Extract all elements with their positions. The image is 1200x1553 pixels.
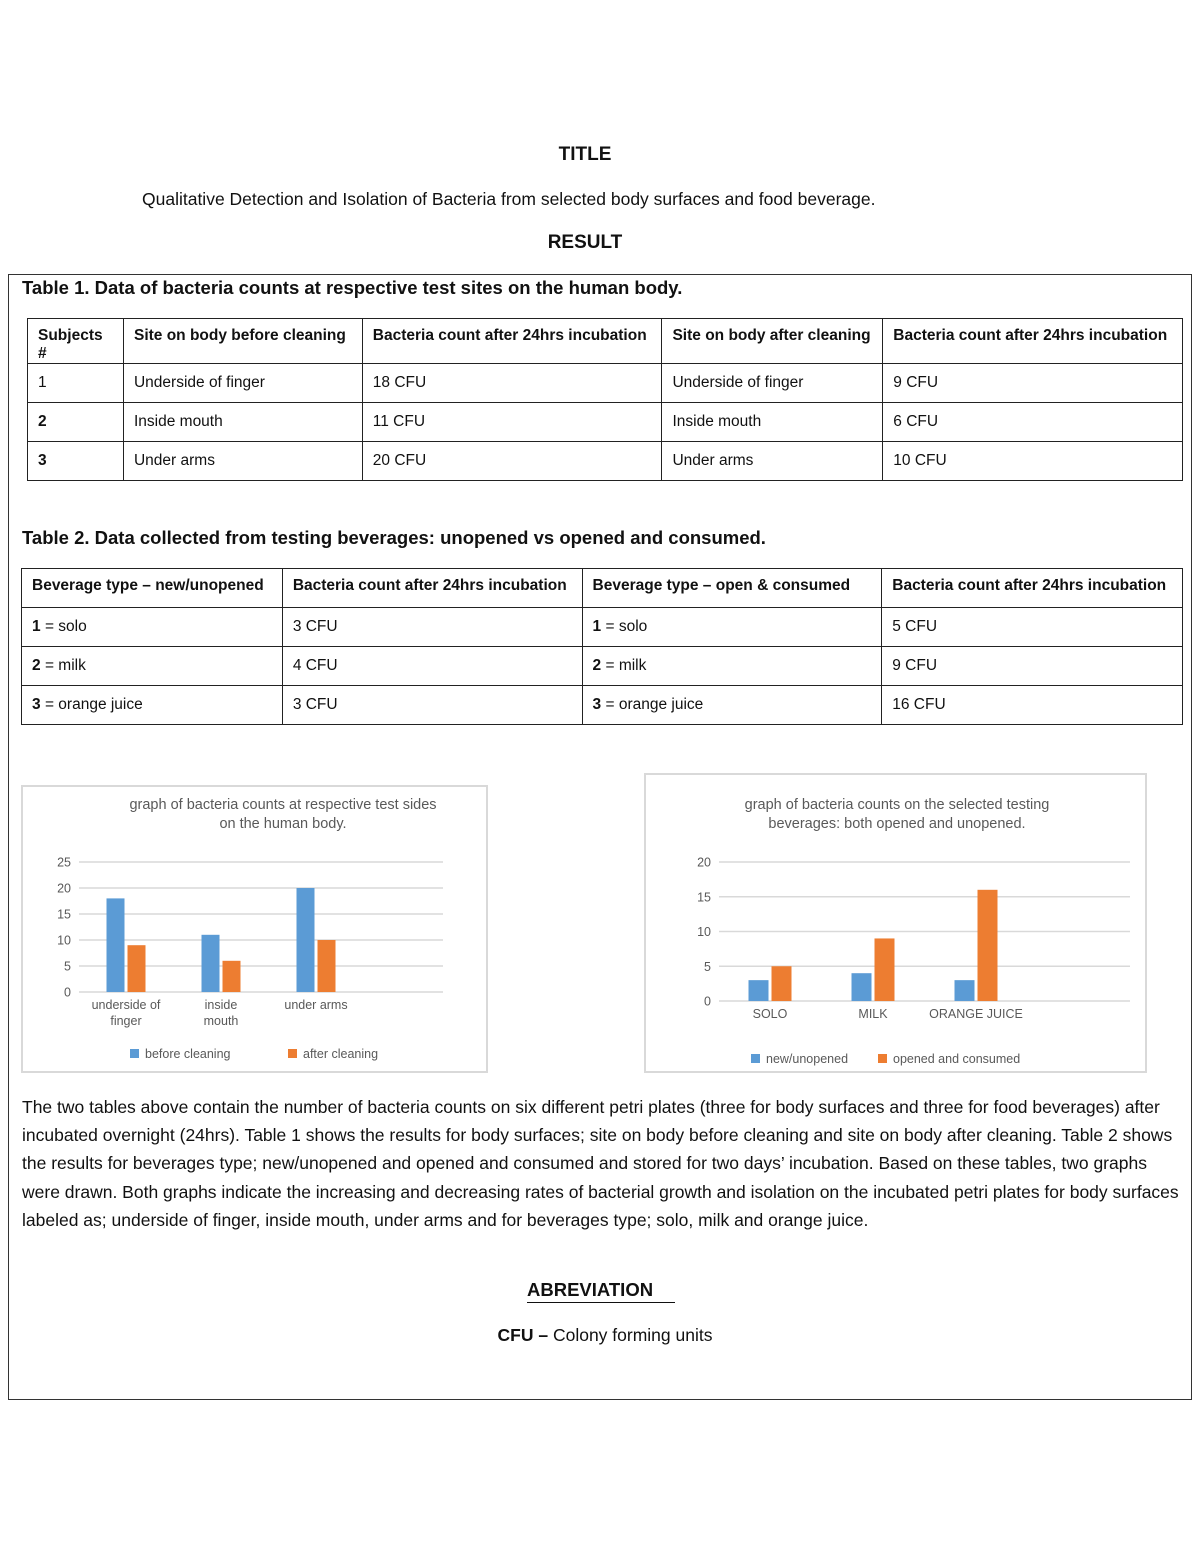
table2-header-cell: Beverage type – new/unopened: [22, 569, 283, 608]
bar: [749, 980, 769, 1001]
table1-header-cell: Bacteria count after 24hrs incubation: [362, 319, 662, 364]
table-cell: 3 CFU: [282, 686, 582, 725]
bar: [297, 888, 315, 992]
y-tick-label: 15: [57, 907, 71, 922]
table-cell: Under arms: [123, 442, 362, 481]
bar: [107, 898, 125, 992]
y-tick-label: 20: [57, 881, 71, 896]
x-tick-label: under arms: [284, 998, 348, 1012]
table-cell: [22, 647, 283, 686]
table-cell: 9 CFU: [882, 647, 1183, 686]
beverage-number: 3: [592, 696, 602, 713]
body-sites-chart: [21, 785, 488, 1073]
abbreviation-term: CFU –: [497, 1325, 549, 1345]
document-title: TITLE: [558, 144, 612, 165]
beverage-label: = milk: [44, 657, 86, 674]
x-tick-label: underside of: [91, 998, 161, 1012]
beverages-chart: [644, 773, 1147, 1073]
x-tick-label: mouth: [203, 1014, 239, 1028]
table-cell: [582, 686, 882, 725]
bar: [852, 973, 872, 1001]
table-cell: Under arms: [662, 442, 883, 481]
y-tick-label: 10: [57, 933, 71, 948]
x-tick-label: inside: [204, 998, 238, 1012]
beverage-number: 3: [32, 696, 41, 713]
results-paragraph: The two tables above contain the number of bacteria counts on six different petri plates (three for body surfaces and three for food beverages) after incubated overnight (24hrs). Table 1 shows the results for body surfaces; site on body before cleaning and site on body after cleaning. Table 2 shows the results for beverages type; new/unopened and opened and consumed and stored for two days’ incubation. Based on these tables, two graphs were drawn. Both graphs indicate the increasing and decreasing rates of bacterial growth and isolation on the incubated petri plates for body surfaces labeled as; underside of finger, inside mouth, under arms and for beverages type; solo, milk and orange juice.: [22, 1097, 1179, 1230]
x-tick-label: finger: [110, 1014, 142, 1028]
table-cell: 20 CFU: [362, 442, 662, 481]
abbreviation-entry: [0, 1325, 1200, 1346]
legend-swatch: [130, 1049, 139, 1058]
chart-title: graph of bacteria counts on the selected testing: [744, 797, 1050, 813]
table1-caption: Table 1. Data of bacteria counts at respective test sites on the human body.: [22, 277, 683, 298]
beverage-number: 2: [592, 657, 602, 674]
abbreviation-meaning: Colony forming units: [552, 1325, 713, 1345]
beverage-label: = milk: [605, 657, 647, 674]
bar: [772, 966, 792, 1001]
x-tick-label: ORANGE JUICE: [929, 1007, 1023, 1021]
x-tick-label: MILK: [858, 1007, 888, 1021]
table-cell: 1: [28, 364, 124, 403]
abbreviation-heading: ABREVIATION: [527, 1279, 675, 1303]
table-cell: 10 CFU: [883, 442, 1183, 481]
table2: [21, 568, 1183, 725]
bar: [318, 940, 336, 992]
table-cell: 5 CFU: [882, 608, 1183, 647]
table-cell: Inside mouth: [662, 403, 883, 442]
y-tick-label: 0: [704, 994, 711, 1009]
beverage-label: = orange juice: [605, 696, 704, 713]
chart-title: beverages: both opened and unopened.: [768, 816, 1026, 832]
bar: [955, 980, 975, 1001]
beverage-label: = solo: [44, 618, 87, 635]
beverage-label: = solo: [605, 618, 648, 635]
table2-header-cell: Bacteria count after 24hrs incubation: [882, 569, 1183, 608]
beverages-chart-svg: [646, 775, 1145, 1071]
x-tick-label: SOLO: [752, 1007, 788, 1021]
table1-header-cell: Subjects #: [28, 319, 124, 364]
result-heading: RESULT: [547, 232, 623, 253]
table-cell: 2: [28, 403, 124, 442]
table2-caption: Table 2. Data collected from testing beverages: unopened vs opened and consumed.: [22, 527, 766, 548]
chart-title: graph of bacteria counts at respective test sides: [129, 797, 437, 813]
table-row: [22, 608, 1183, 647]
table2-header-cell: Beverage type – open & consumed: [582, 569, 882, 608]
table-cell: 3 CFU: [282, 608, 582, 647]
table1-header-cell: Site on body after cleaning: [662, 319, 883, 364]
table-cell: 4 CFU: [282, 647, 582, 686]
beverage-number: 1: [32, 618, 41, 635]
table-row: [28, 403, 1183, 442]
y-tick-label: 20: [697, 855, 711, 870]
table-row: [22, 647, 1183, 686]
y-tick-label: 25: [57, 855, 71, 870]
table-row: [22, 686, 1183, 725]
table-row: [28, 442, 1183, 481]
table-cell: 6 CFU: [883, 403, 1183, 442]
y-tick-label: 0: [64, 985, 71, 1000]
legend-entry: before cleaning: [145, 1047, 231, 1061]
beverage-number: 1: [592, 618, 602, 635]
legend-entry: opened and consumed: [893, 1052, 1021, 1066]
beverage-label: = orange juice: [44, 696, 143, 713]
bar: [978, 890, 998, 1001]
table1-header-cell: Site on body before cleaning: [123, 319, 362, 364]
y-tick-label: 10: [697, 925, 711, 939]
table-cell: 18 CFU: [362, 364, 662, 403]
table1-header-cell: Bacteria count after 24hrs incubation: [883, 319, 1183, 364]
body-sites-chart-svg: [23, 787, 486, 1071]
legend-entry: new/unopened: [766, 1052, 849, 1066]
y-tick-label: 5: [704, 959, 711, 974]
table-cell: [582, 647, 882, 686]
bar: [202, 935, 220, 992]
table-cell: 3: [28, 442, 124, 481]
table-cell: 16 CFU: [882, 686, 1183, 725]
beverage-number: 2: [32, 657, 41, 674]
table-row: [28, 364, 1183, 403]
table-cell: Underside of finger: [662, 364, 883, 403]
table-cell: Underside of finger: [123, 364, 362, 403]
table1: [27, 318, 1183, 481]
bar: [223, 961, 241, 992]
table-cell: [22, 686, 283, 725]
bar: [128, 945, 146, 992]
y-tick-label: 5: [64, 959, 71, 974]
table-cell: Inside mouth: [123, 403, 362, 442]
chart-title: on the human body.: [219, 816, 347, 832]
table2-header-cell: Bacteria count after 24hrs incubation: [282, 569, 582, 608]
y-tick-label: 15: [697, 890, 711, 905]
table-cell: [22, 608, 283, 647]
table1-header-row: [28, 319, 1183, 364]
legend-swatch: [878, 1054, 887, 1063]
document-subtitle: Qualitative Detection and Isolation of Bacteria from selected body surfaces and food beverage.: [142, 189, 876, 209]
table-cell: [582, 608, 882, 647]
legend-entry: after cleaning: [303, 1047, 379, 1061]
legend-swatch: [288, 1049, 297, 1058]
table-cell: 9 CFU: [883, 364, 1183, 403]
bar: [875, 938, 895, 1001]
table2-header-row: [22, 569, 1183, 608]
table-cell: 11 CFU: [362, 403, 662, 442]
legend-swatch: [751, 1054, 760, 1063]
